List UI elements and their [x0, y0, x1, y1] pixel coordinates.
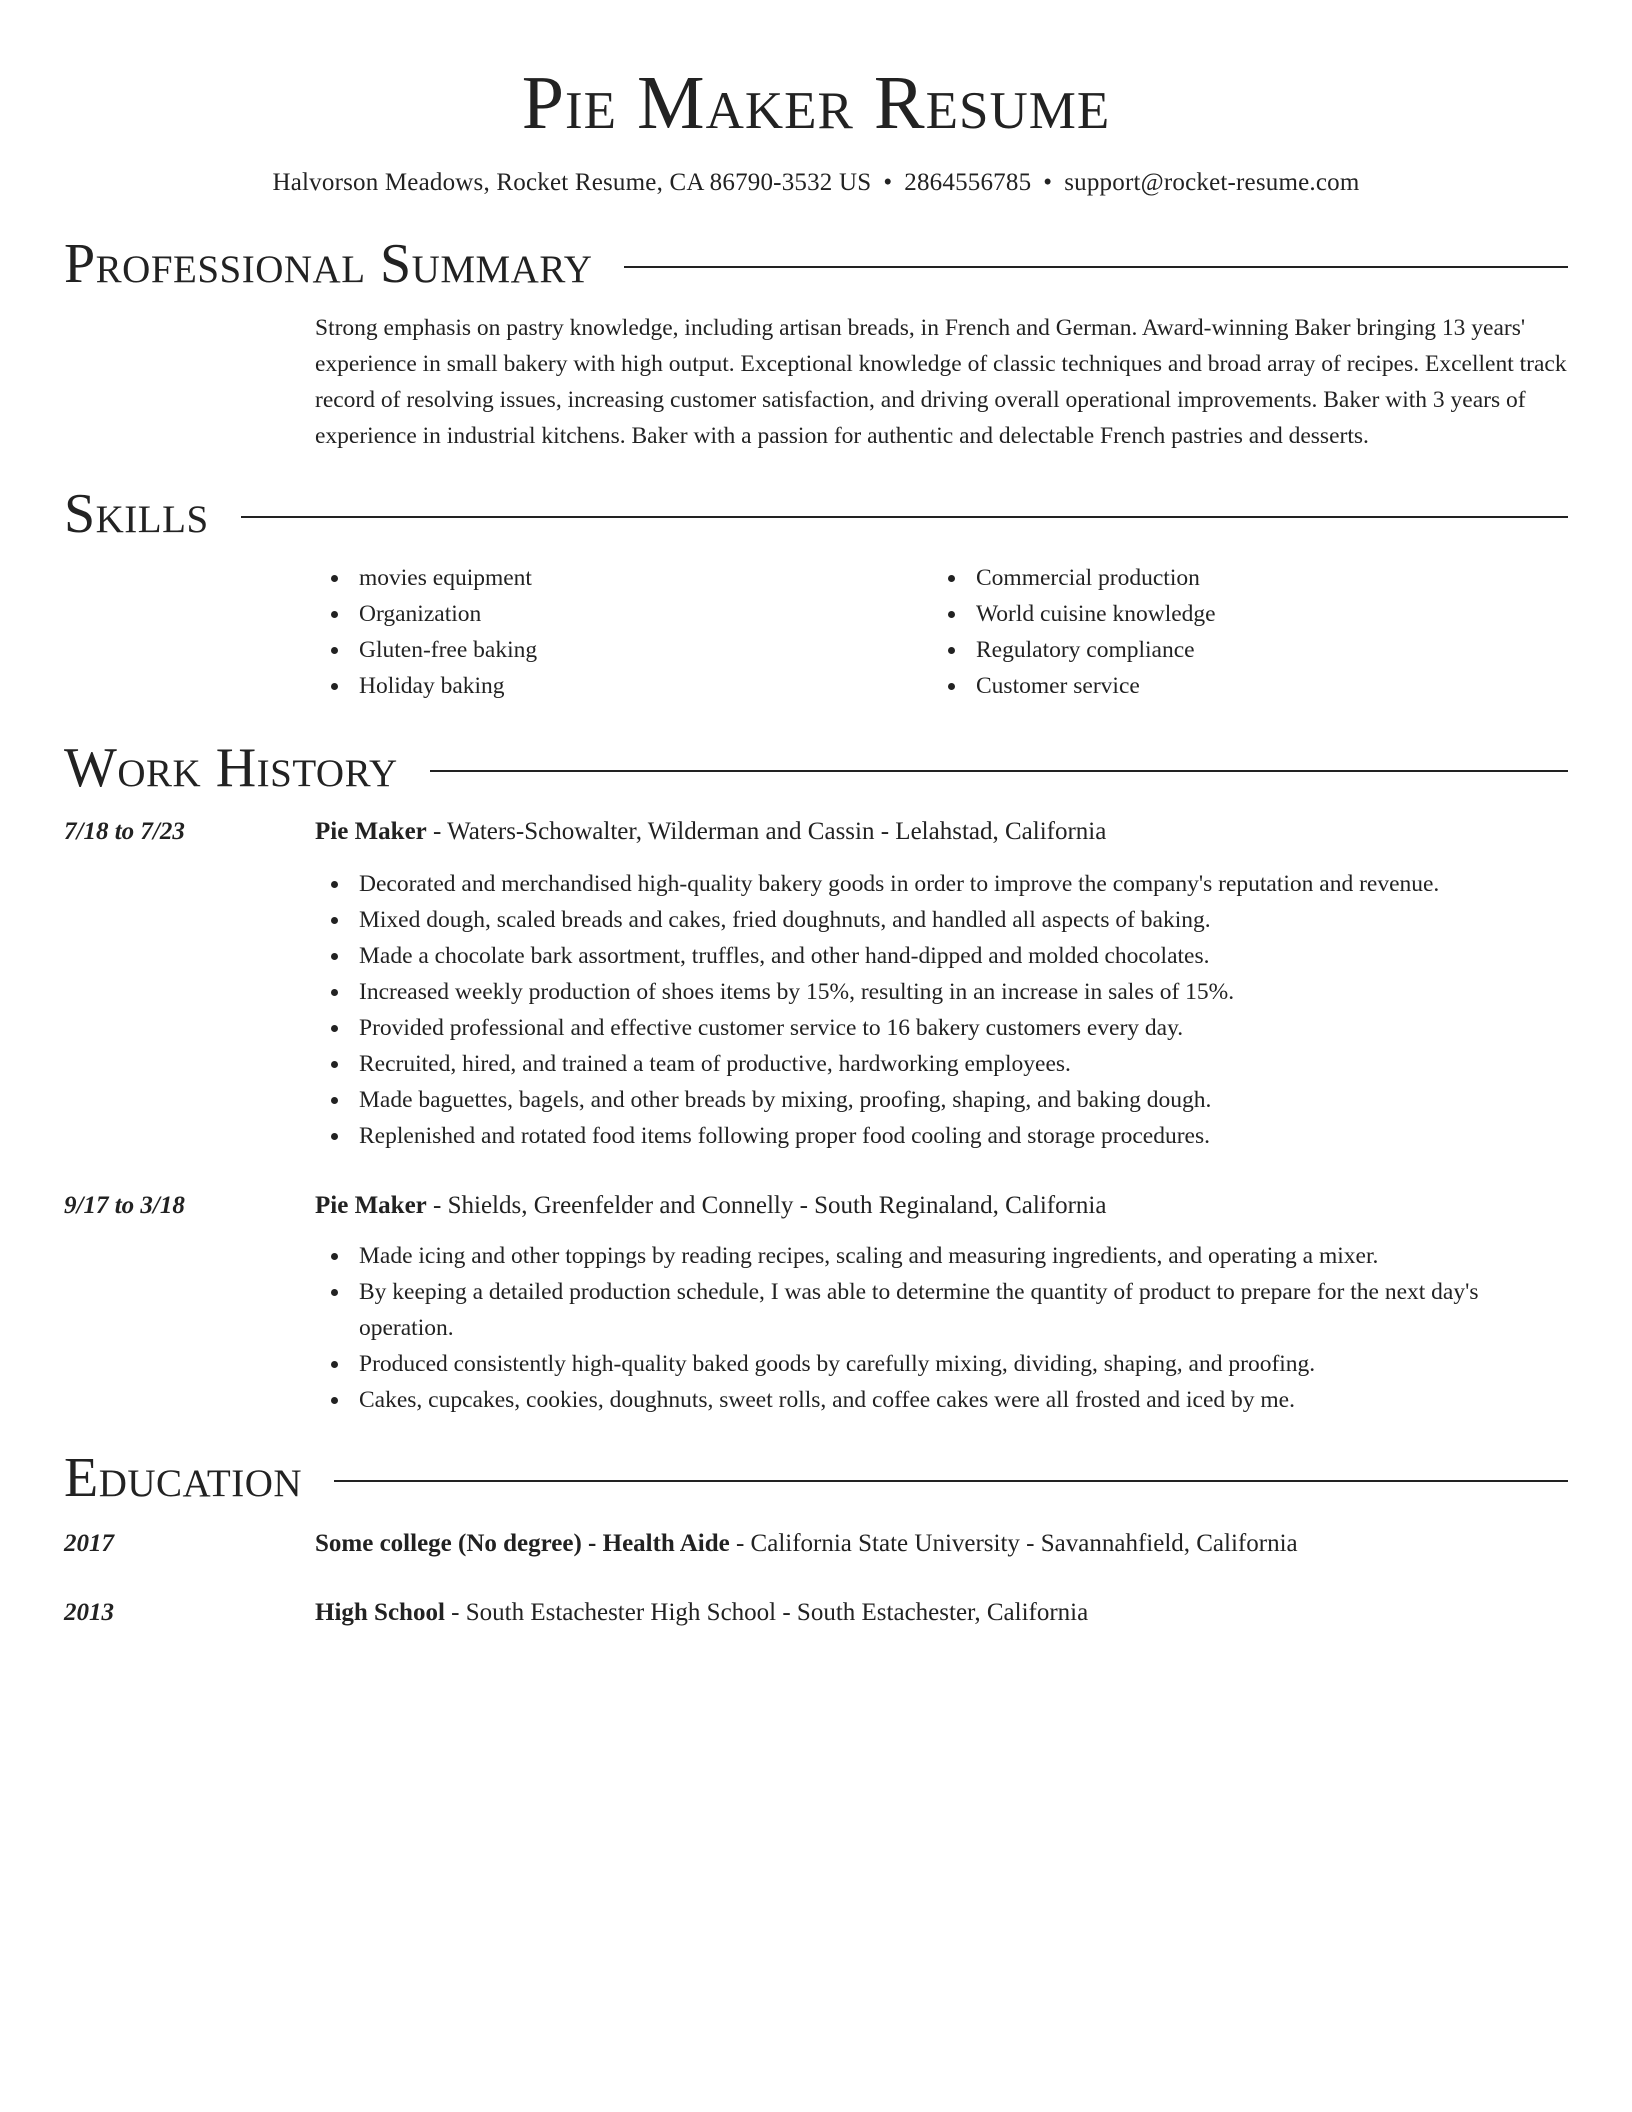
skill-item: World cuisine knowledge [932, 596, 1549, 632]
education-heading: Education [64, 1447, 303, 1509]
education-year: 2013 [64, 1599, 114, 1626]
work-bullet: Replenished and rotated food items following proper food cooling and storage procedures. [315, 1118, 1568, 1154]
skills-column-right [932, 560, 1549, 704]
education-entry [64, 1595, 1568, 1631]
job-employer: - Shields, Greenfelder and Connelly - South Reginaland, California [426, 1192, 1107, 1219]
section-divider [241, 516, 1568, 518]
section-divider [624, 266, 1568, 268]
education-school: - California State University - Savannahfield, California [729, 1530, 1298, 1557]
resume-title: Pie Maker Resume [521, 61, 1111, 145]
skill-item: Gluten-free baking [315, 632, 932, 668]
education-entry [64, 1526, 1568, 1562]
work-heading-line [315, 1188, 1106, 1224]
work-bullet: Recruited, hired, and trained a team of productive, hardworking employees. [315, 1046, 1568, 1082]
education-degree: Some college (No degree) - Health Aide [315, 1530, 730, 1557]
skill-item: Holiday baking [315, 668, 932, 704]
skill-item: Organization [315, 596, 932, 632]
education-heading-line [315, 1526, 1298, 1562]
skills-heading: Skills [64, 483, 209, 545]
summary-text: Strong emphasis on pastry knowledge, including artisan breads, in French and German. Award-winning Baker bringing 13 years' experience in small bakery with high output. Exceptional knowledge of classic techniques and broad array of recipes. Excellent track record of resolving issues, increasing customer satisfaction, and driving overall operational improvements. Baker with 3 years of experience in industrial kitchens. Baker with a passion for authentic and delectable French pastries and desserts. [315, 315, 1567, 449]
contact-line [64, 168, 1568, 198]
work-bullet: By keeping a detailed production schedule, I was able to determine the quantity of product to prepare for the next day's operation. [315, 1274, 1568, 1346]
contact-separator: • [1043, 169, 1053, 196]
summary-heading: Professional Summary [64, 233, 593, 295]
contact-address: Halvorson Meadows, Rocket Resume, CA 86790-3532 US [272, 169, 872, 196]
work-bullet: Produced consistently high-quality baked goods by carefully mixing, dividing, shaping, and proofing. [315, 1346, 1568, 1382]
contact-separator: • [883, 169, 893, 196]
work-dates: 7/18 to 7/23 [64, 818, 185, 845]
skill-item: Regulatory compliance [932, 632, 1549, 668]
contact-email: support@rocket-resume.com [1064, 169, 1360, 196]
education-section-header [64, 1448, 1568, 1508]
contact-phone: 2864556785 [904, 169, 1032, 196]
work-bullet: Mixed dough, scaled breads and cakes, fried doughnuts, and handled all aspects of baking. [315, 902, 1568, 938]
education-school: - South Estachester High School - South Estachester, California [444, 1599, 1089, 1626]
work-bullet: Made icing and other toppings by reading recipes, scaling and measuring ingredients, and operating a mixer. [315, 1238, 1568, 1274]
work-entry [64, 814, 1568, 850]
work-bullet: Decorated and merchandised high-quality bakery goods in order to improve the company's reputation and revenue. [315, 866, 1568, 902]
job-title: Pie Maker [315, 1192, 427, 1219]
work-dates: 9/17 to 3/18 [64, 1192, 185, 1219]
job-employer: - Waters-Schowalter, Wilderman and Cassin - Lelahstad, California [426, 818, 1107, 845]
skill-item: Commercial production [932, 560, 1549, 596]
work-heading: Work History [64, 737, 398, 799]
work-bullet: Cakes, cupcakes, cookies, doughnuts, sweet rolls, and coffee cakes were all frosted and iced by me. [315, 1382, 1568, 1418]
work-heading-line [315, 814, 1106, 850]
work-section-header [64, 738, 1568, 798]
work-bullet: Increased weekly production of shoes items by 15%, resulting in an increase in sales of 15%. [315, 974, 1568, 1010]
education-degree: High School [315, 1599, 445, 1626]
section-divider [334, 1480, 1568, 1482]
summary-section-header [64, 234, 1568, 294]
section-divider [430, 770, 1568, 772]
job-title: Pie Maker [315, 818, 427, 845]
work-bullet: Made baguettes, bagels, and other breads by mixing, proofing, shaping, and baking dough. [315, 1082, 1568, 1118]
skills-section-header [64, 484, 1568, 544]
work-bullets [315, 1238, 1568, 1418]
skills-column-left [315, 560, 932, 704]
skill-item: Customer service [932, 668, 1549, 704]
education-heading-line [315, 1595, 1088, 1631]
skill-item: movies equipment [315, 560, 932, 596]
work-entry [64, 1188, 1568, 1224]
work-bullet: Provided professional and effective customer service to 16 bakery customers every day. [315, 1010, 1568, 1046]
skills-list [315, 560, 1568, 704]
work-bullet: Made a chocolate bark assortment, truffles, and other hand-dipped and molded chocolates. [315, 938, 1568, 974]
work-bullets [315, 866, 1568, 1154]
education-year: 2017 [64, 1530, 114, 1557]
